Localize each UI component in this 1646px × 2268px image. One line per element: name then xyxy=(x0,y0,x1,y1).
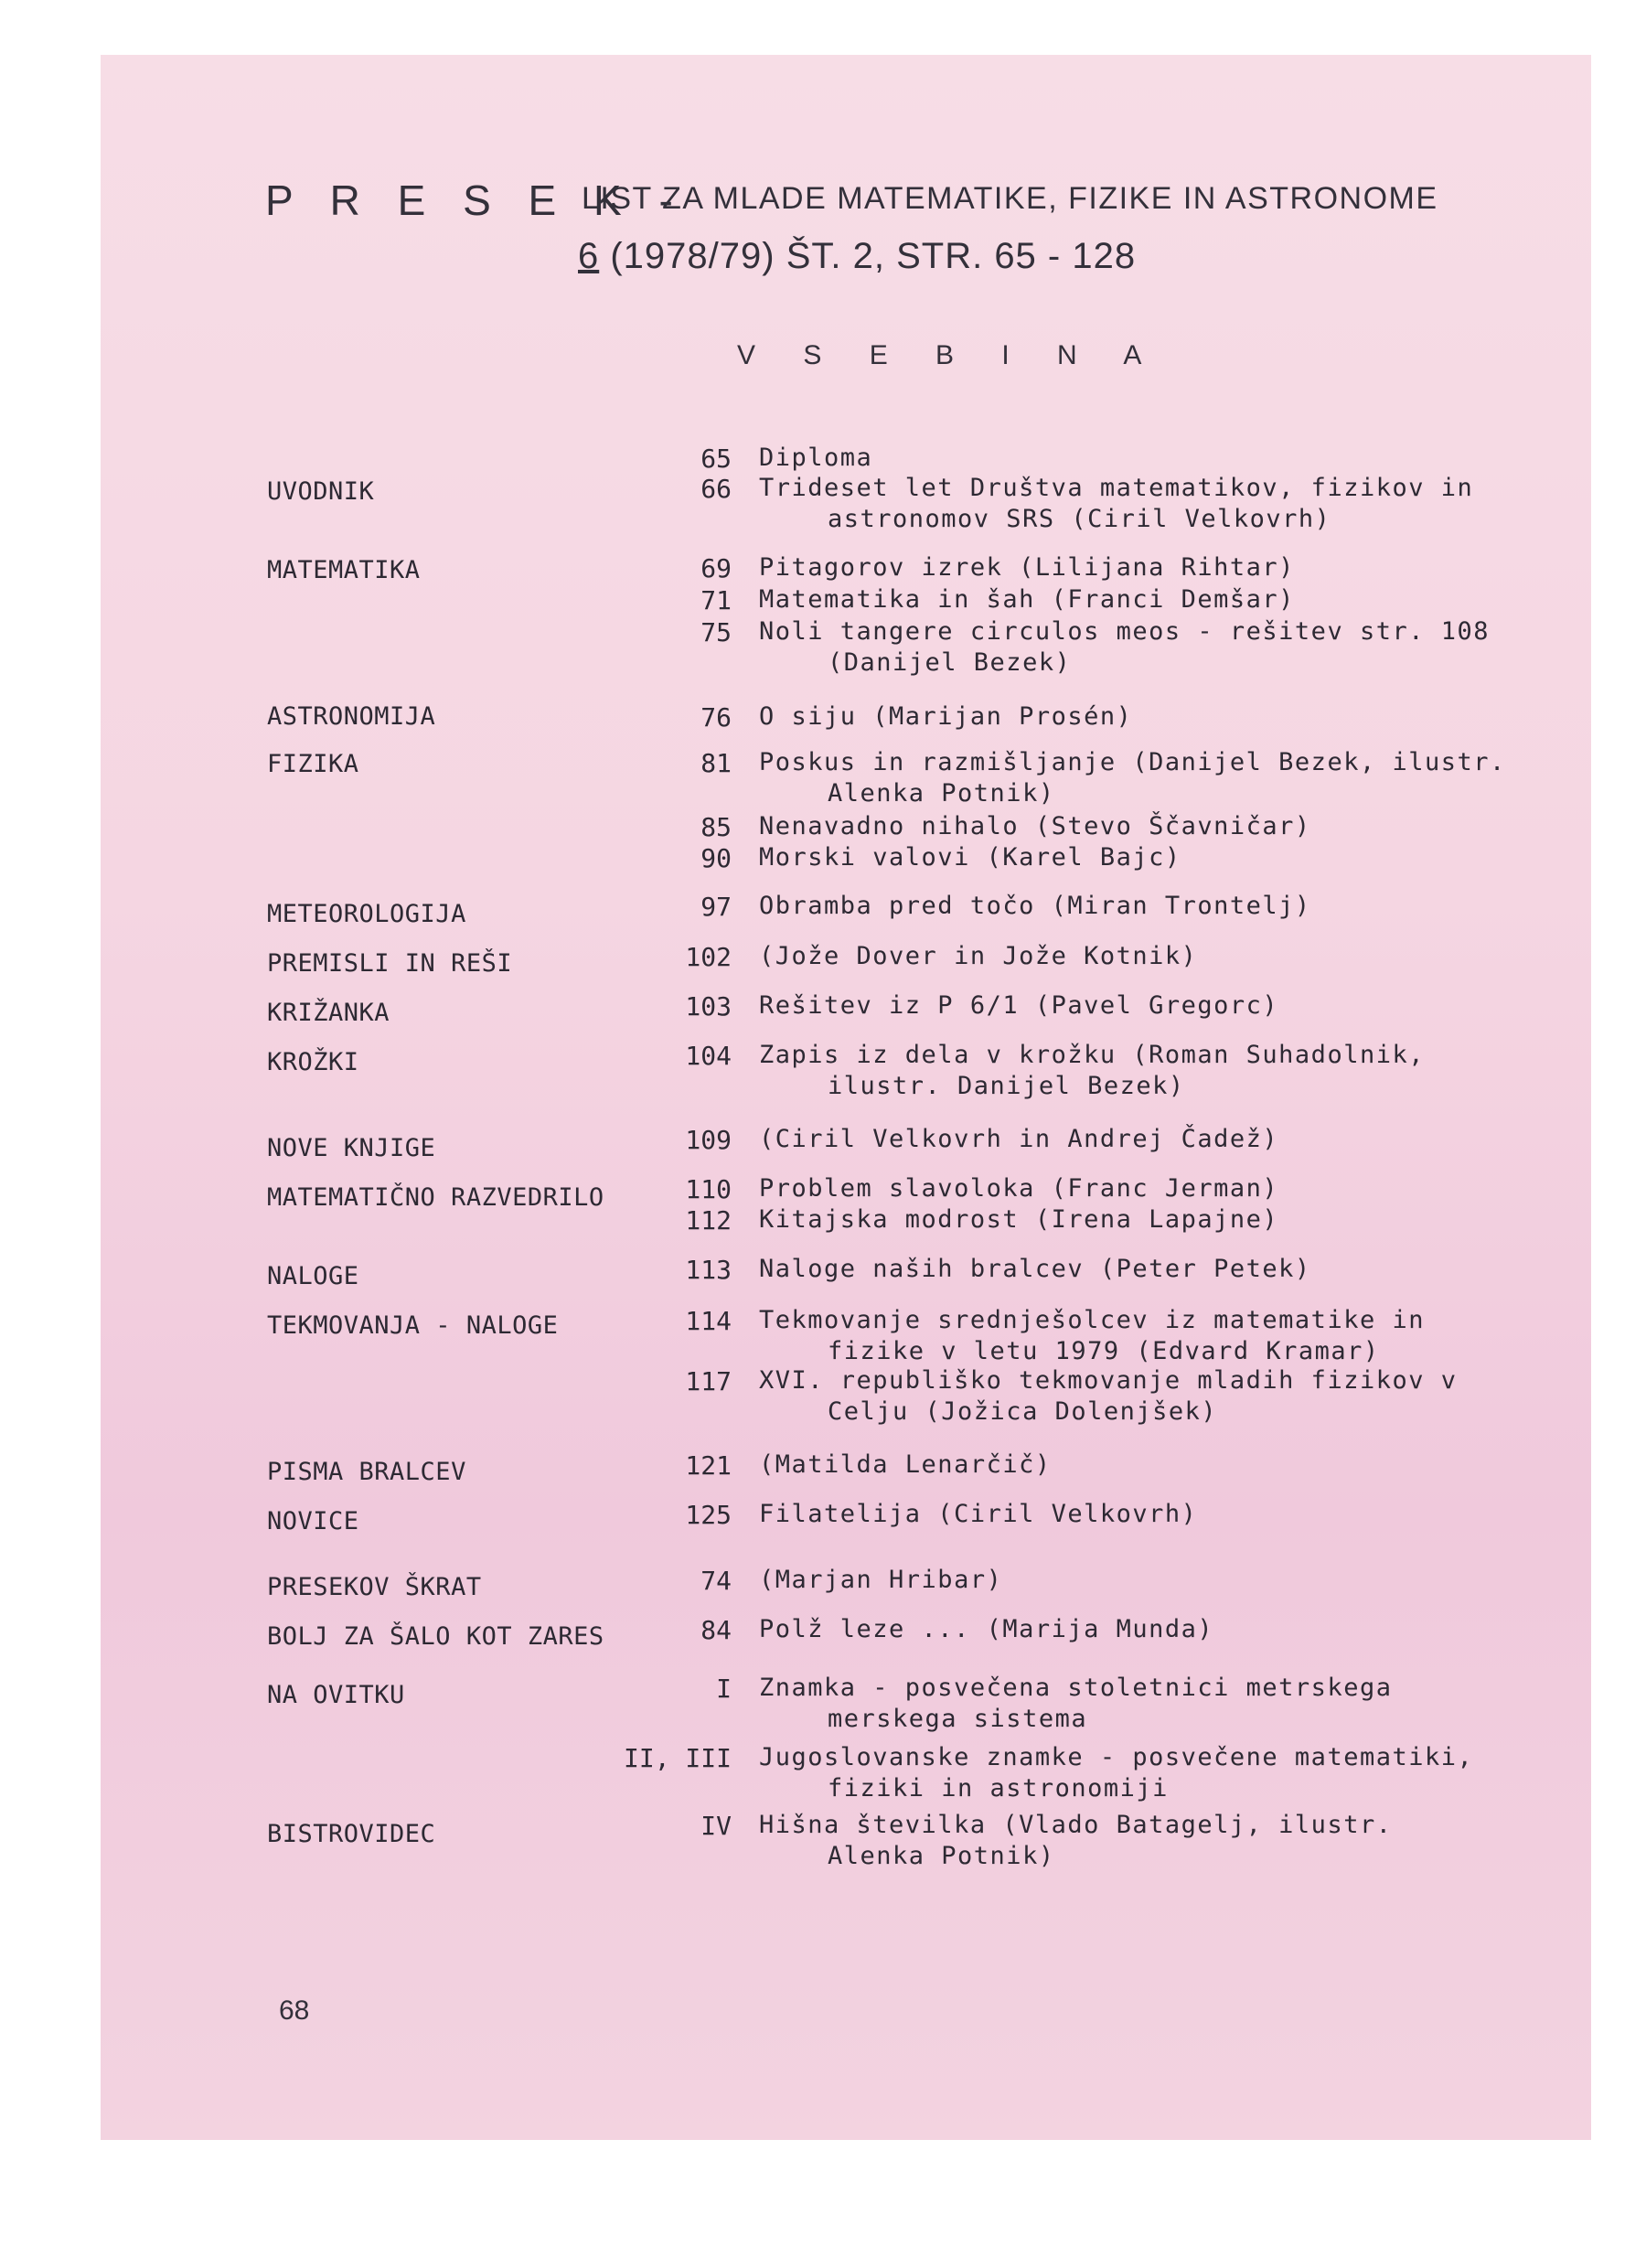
toc-section-label: FIZIKA xyxy=(267,750,359,778)
toc-entry-continuation: astronomov SRS (Ciril Velkovrh) xyxy=(828,505,1331,533)
toc-page-number: 66 xyxy=(700,474,732,504)
toc-entry-continuation: Celju (Jožica Dolenjšek) xyxy=(828,1397,1218,1426)
toc-entry-title: Hišna številka (Vlado Batagelj, ilustr. xyxy=(759,1811,1393,1839)
toc-entry-title: Problem slavoloka (Franc Jerman) xyxy=(759,1174,1279,1203)
toc-section-label: TEKMOVANJA - NALOGE xyxy=(267,1311,559,1340)
toc-heading: V S E B I N A xyxy=(737,340,1162,370)
volume-line xyxy=(578,236,1136,277)
toc-entry-title: Noli tangere circulos meos - rešitev str. 108 xyxy=(759,617,1490,646)
toc-entry-title: Poskus in razmišljanje (Danijel Bezek, ilustr. xyxy=(759,748,1506,776)
toc-section-label: NA OVITKU xyxy=(267,1681,405,1709)
toc-section-label: BISTROVIDEC xyxy=(267,1820,436,1848)
toc-entry-title: Naloge naših bralcev (Peter Petek) xyxy=(759,1255,1311,1283)
toc-entry-title: XVI. republiško tekmovanje mladih fizikov v xyxy=(759,1366,1458,1395)
toc-entry-title: Tekmovanje srednješolcev iz matematike in xyxy=(759,1306,1425,1334)
toc-entry-title: Nenavadno nihalo (Stevo Ščavničar) xyxy=(759,812,1311,840)
volume-details: (1978/79) ŠT. 2, STR. 65 - 128 xyxy=(599,236,1137,276)
toc-section-label: METEOROLOGIJA xyxy=(267,900,466,928)
toc-page-number: 113 xyxy=(685,1255,732,1285)
toc-page-number: 69 xyxy=(700,553,732,583)
toc-page-number: I xyxy=(716,1674,732,1704)
toc-section-label: MATEMATIČNO RAZVEDRILO xyxy=(267,1183,604,1212)
toc-section-label: UVODNIK xyxy=(267,477,375,506)
toc-page-number: II, III xyxy=(623,1743,732,1773)
page-number: 68 xyxy=(279,1995,310,2026)
toc-page-number: 110 xyxy=(685,1174,732,1204)
toc-entry-title: Polž leze ... (Marija Munda) xyxy=(759,1615,1214,1643)
toc-page-number: 117 xyxy=(685,1366,732,1396)
toc-page-number: 104 xyxy=(685,1041,732,1071)
masthead-title: P R E S E K - xyxy=(265,177,686,224)
toc-section-label: ASTRONOMIJA xyxy=(267,702,436,731)
toc-section-label: NALOGE xyxy=(267,1262,359,1290)
toc-entry-continuation: merskega sistema xyxy=(828,1705,1088,1733)
toc-entry-title: Diploma xyxy=(759,444,873,472)
toc-entry-continuation: ilustr. Danijel Bezek) xyxy=(828,1072,1185,1100)
toc-entry-title: Zapis iz dela v krožku (Roman Suhadolnik, xyxy=(759,1041,1425,1069)
toc-page-number: 75 xyxy=(700,617,732,647)
toc-entry-title: Rešitev iz P 6/1 (Pavel Gregorc) xyxy=(759,991,1279,1020)
toc-section-label: NOVE KNJIGE xyxy=(267,1134,436,1162)
toc-page-number: 81 xyxy=(700,748,732,778)
toc-entry-title: Znamka - posvečena stoletnici metrskega xyxy=(759,1674,1393,1702)
toc-entry-title: (Marjan Hribar) xyxy=(759,1566,1003,1594)
toc-page-number: 74 xyxy=(700,1566,732,1596)
toc-section-label: PISMA BRALCEV xyxy=(267,1458,466,1486)
toc-entry-title: Morski valovi (Karel Bajc) xyxy=(759,843,1181,872)
toc-page-number: 112 xyxy=(685,1205,732,1236)
volume-number: 6 xyxy=(578,236,600,276)
toc-page-number: 85 xyxy=(700,812,732,842)
toc-entry-title: Pitagorov izrek (Lilijana Rihtar) xyxy=(759,553,1295,582)
toc-page-number: 114 xyxy=(685,1306,732,1336)
toc-page-number: 97 xyxy=(700,892,732,922)
toc-entry-continuation: Alenka Potnik) xyxy=(828,1842,1055,1870)
toc-section-label: NOVICE xyxy=(267,1507,359,1535)
toc-entry-title: Trideset let Društva matematikov, fizikov in xyxy=(759,474,1474,502)
toc-page-number: 121 xyxy=(685,1450,732,1481)
toc-entry-continuation: fiziki in astronomiji xyxy=(828,1774,1169,1803)
toc-entry-title: Matematika in šah (Franci Demšar) xyxy=(759,585,1295,614)
toc-page-number: IV xyxy=(700,1811,732,1841)
toc-section-label: KROŽKI xyxy=(267,1048,359,1076)
toc-page-number: 102 xyxy=(685,942,732,972)
toc-page-number: 71 xyxy=(700,585,732,615)
toc-entry-title: (Ciril Velkovrh in Andrej Čadež) xyxy=(759,1125,1279,1153)
toc-page-number: 90 xyxy=(700,843,732,873)
toc-section-label: PREMISLI IN REŠI xyxy=(267,949,513,978)
toc-entry-continuation: Alenka Potnik) xyxy=(828,779,1055,808)
toc-entry-title: Kitajska modrost (Irena Lapajne) xyxy=(759,1205,1279,1234)
toc-page-number: 76 xyxy=(700,702,732,733)
toc-entry-title: Filatelija (Ciril Velkovrh) xyxy=(759,1500,1198,1528)
toc-entry-title: Jugoslovanske znamke - posvečene matematiki, xyxy=(759,1743,1474,1771)
toc-section-label: KRIŽANKA xyxy=(267,999,390,1027)
toc-page-number: 84 xyxy=(700,1615,732,1645)
toc-section-label: MATEMATIKA xyxy=(267,556,421,584)
masthead-subtitle: LIST ZA MLADE MATEMATIKE, FIZIKE IN ASTRONOME xyxy=(582,181,1438,216)
toc-entry-title: (Matilda Lenarčič) xyxy=(759,1450,1052,1479)
toc-page-number: 103 xyxy=(685,991,732,1022)
toc-entry-continuation: fizike v letu 1979 (Edvard Kramar) xyxy=(828,1337,1380,1365)
toc-page-number: 65 xyxy=(700,444,732,474)
toc-section-label: BOLJ ZA ŠALO KOT ZARES xyxy=(267,1622,604,1651)
toc-page-number: 109 xyxy=(685,1125,732,1155)
toc-page-number: 125 xyxy=(685,1500,732,1530)
toc-entry-title: Obramba pred točo (Miran Trontelj) xyxy=(759,892,1311,920)
toc-section-label: PRESEKOV ŠKRAT xyxy=(267,1573,482,1601)
toc-entry-continuation: (Danijel Bezek) xyxy=(828,648,1072,677)
toc-entry-title: O siju (Marijan Prosén) xyxy=(759,702,1133,731)
toc-entry-title: (Jože Dover in Jože Kotnik) xyxy=(759,942,1198,970)
